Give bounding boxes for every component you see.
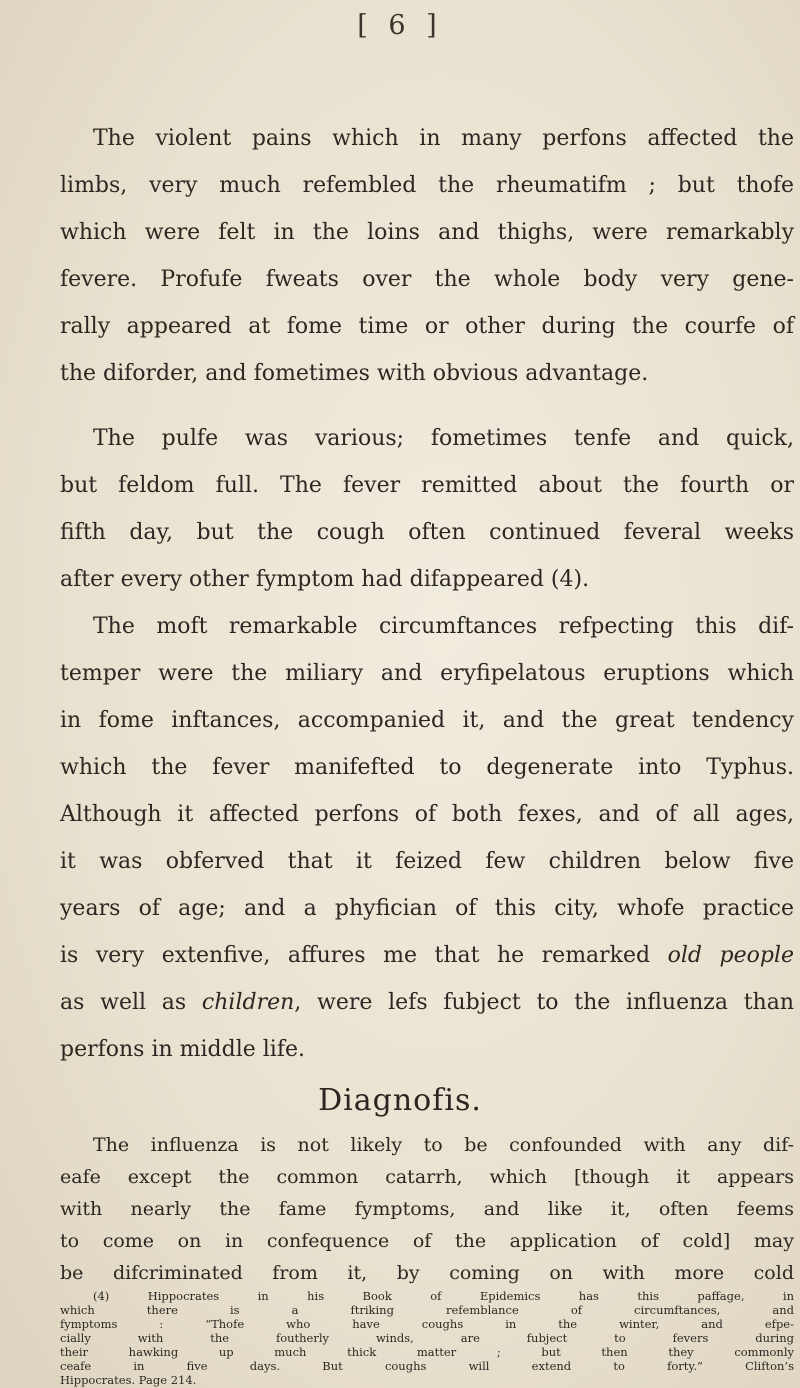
paragraph-line: with nearly the fame fymptoms, and like it, often feems xyxy=(60,1198,794,1220)
paragraph-line: The moft remarkable circumftances refpecting this dif- xyxy=(93,614,794,639)
paragraph-line: it was obferved that it feized few children below five xyxy=(60,849,794,874)
paragraph-line: which the fever manifefted to degenerate into Typhus. xyxy=(60,755,794,780)
paragraph-text: , were lefs fubject to the influenza than xyxy=(294,990,794,1015)
footnote-line: fymptoms : “Thofe who have coughs in the winter, and efpe- xyxy=(60,1317,794,1331)
paragraph-line: years of age; and a phyfician of this city, whofe practice xyxy=(60,896,794,921)
emphasis-old-people: old people xyxy=(667,943,795,968)
footnote-line: which there is a ftriking refemblance of circumftances, and xyxy=(60,1303,794,1317)
page-number: [ 6 ] xyxy=(357,10,443,41)
paragraph-line: The violent pains which in many perfons affected the xyxy=(93,126,794,151)
paragraph-line: fevere. Profufe fweats over the whole body very gene- xyxy=(60,267,794,292)
paragraph-line: Although it affected perfons of both fexes, and of all ages, xyxy=(60,802,794,827)
paragraph-line: temper were the miliary and eryfipelatous eruptions which xyxy=(60,661,794,686)
footnote-line: ceafe in five days. But coughs will extend to forty.” Clifton’s xyxy=(60,1359,794,1373)
paragraph-line-mixed xyxy=(60,990,794,1016)
paragraph-line: rally appeared at fome time or other during the courfe of xyxy=(60,314,794,339)
paragraph-line: eafe except the common catarrh, which [though it appears xyxy=(60,1166,794,1188)
paragraph-line: in fome inftances, accompanied it, and the great tendency xyxy=(60,708,794,733)
emphasis-children: children xyxy=(201,990,295,1015)
paragraph-line: fifth day, but the cough often continued feveral weeks xyxy=(60,520,794,545)
paragraph-line-mixed xyxy=(60,943,794,969)
paragraph-line: limbs, very much refembled the rheumatifm ; but thofe xyxy=(60,173,794,198)
paragraph-line: to come on in confequence of the application of cold] may xyxy=(60,1230,794,1252)
paragraph-line: perfons in middle life. xyxy=(60,1037,305,1062)
paragraph-line: which were felt in the loins and thighs, were remarkably xyxy=(60,220,794,245)
paragraph-text: as well as xyxy=(60,990,202,1015)
paragraph-line: be difcriminated from it, by coming on with more cold xyxy=(60,1262,794,1284)
paragraph-line: but feldom full. The fever remitted about the fourth or xyxy=(60,473,794,498)
paragraph-line: The pulfe was various; fometimes tenfe and quick, xyxy=(93,426,794,451)
footnote-line: Hippocrates. Page 214. xyxy=(60,1373,197,1387)
footnote-line: cially with the foutherly winds, are fubject to fevers during xyxy=(60,1331,794,1345)
paragraph-line: the diforder, and fometimes with obvious advantage. xyxy=(60,361,649,386)
section-heading: Diagnofis. xyxy=(318,1083,482,1118)
footnote-line: (4) Hippocrates in his Book of Epidemics has this paffage, in xyxy=(93,1289,794,1303)
paragraph-line: after every other fymptom had difappeared (4). xyxy=(60,567,590,592)
paragraph-line: The influenza is not likely to be confounded with any dif- xyxy=(93,1134,794,1156)
footnote-line: their hawking up much thick matter ; but then they commonly xyxy=(60,1345,794,1359)
paragraph-text: is very extenfive, affures me that he remarked xyxy=(60,943,668,968)
